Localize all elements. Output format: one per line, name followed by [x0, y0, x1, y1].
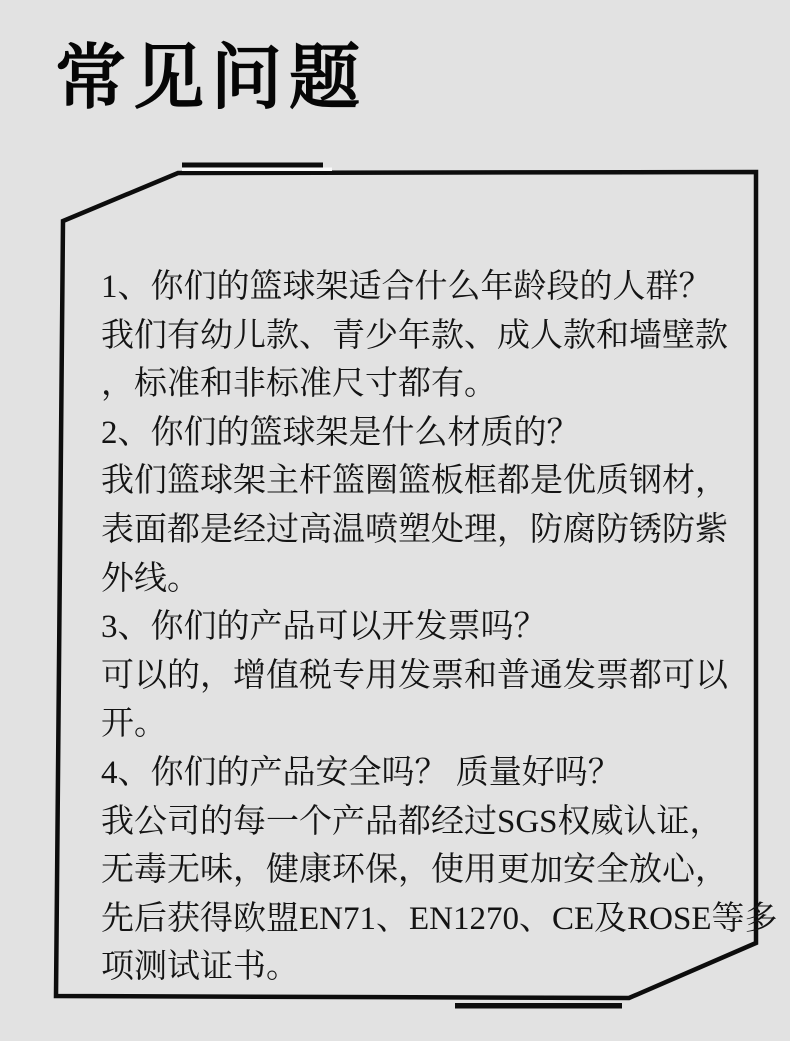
faq-line-answer-2c: 外线。: [101, 560, 200, 597]
top-accent-line: [182, 163, 323, 168]
top-accent-highlight: [182, 168, 332, 172]
faq-line-answer-4b: 无毒无味，健康环保，使用更加安全放心，: [101, 852, 728, 889]
faq-line-answer-1b: ，标准和非标准尺寸都有。: [101, 366, 497, 403]
faq-line-answer-2b: 表面都是经过高温喷塑处理，防腐防锈防紫: [101, 511, 728, 548]
faq-line-answer-4d: 项测试证书。: [101, 949, 299, 986]
faq-line-answer-3b: 开。: [101, 706, 167, 743]
faq-line-question-1: 1、你们的篮球架适合什么年龄段的人群？: [101, 269, 712, 305]
faq-line-answer-3a: 可以的，增值税专用发票和普通发票都可以: [101, 657, 728, 694]
page-title: 常见问题: [55, 40, 368, 118]
faq-line-question-2: 2、你们的篮球架是什么材质的？: [101, 414, 580, 451]
faq-line-answer-4c: 先后获得欧盟EN71、EN1270、CE及ROSE等多: [101, 900, 778, 937]
faq-line-question-3: 3、你们的产品可以开发票吗？: [101, 609, 547, 646]
faq-line-answer-1a: 我们有幼儿款、青少年款、成人款和墙壁款: [101, 317, 728, 354]
bottom-accent-line: [455, 1003, 622, 1009]
faq-text-block: [101, 263, 778, 992]
faq-line-answer-2a: 我们篮球架主杆篮圈篮板框都是优质钢材，: [101, 463, 728, 500]
faq-line-question-4: 4、你们的产品安全吗？ 质量好吗？: [101, 754, 621, 791]
faq-line-answer-4a: 我公司的每一个产品都经过SGS权威认证，: [101, 803, 723, 840]
